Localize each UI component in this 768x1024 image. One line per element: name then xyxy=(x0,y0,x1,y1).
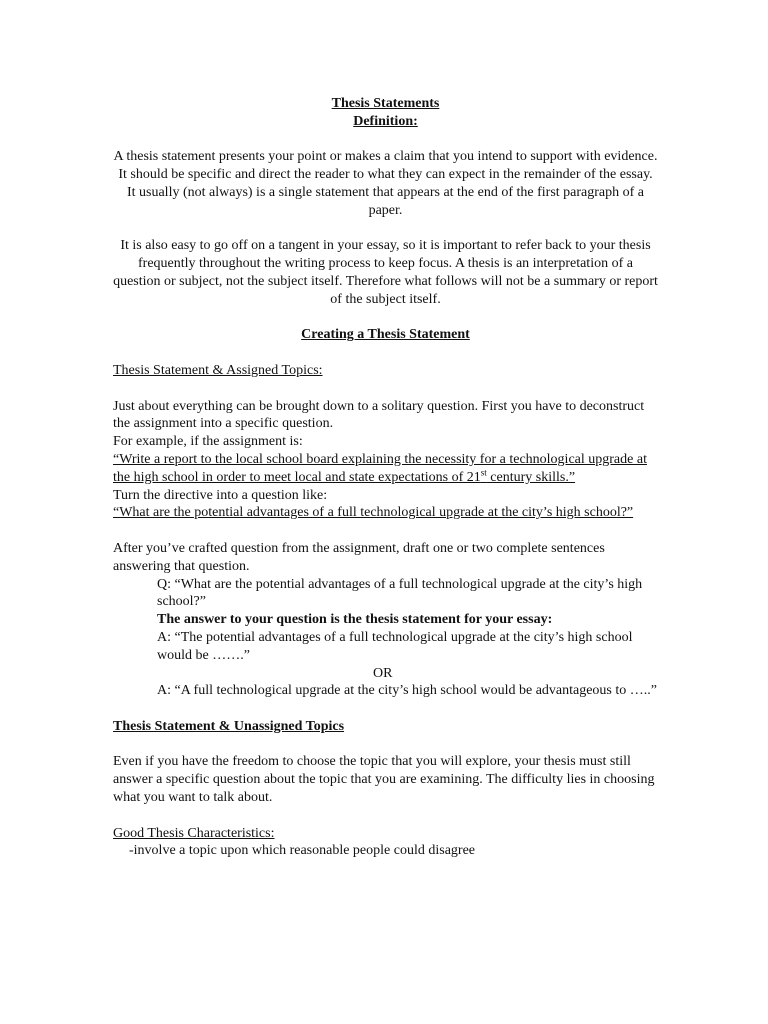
good-characteristic-item: -involve a topic upon which reasonable people could disagree xyxy=(129,843,475,859)
definition-paragraph-1: A thesis statement presents your point or makes a claim that you intend to support with evidence. It should be specific and direct the reader to what they can expect in the remainder of the essay. It usually (not always) is a single statement that appears at the end of the first paragraph of a paper. xyxy=(113,149,658,218)
definition-heading: Definition: xyxy=(353,113,418,129)
a-line-2: A: “A full technological upgrade at the city’s high school would be advantageous to …..” xyxy=(157,683,657,699)
question-quote: “What are the potential advantages of a full technological upgrade at the city’s high school?” xyxy=(113,505,634,521)
assigned-paragraph-1: Just about everything can be brought down to a solitary question. First you have to deconstruct the assignment into a specific question. xyxy=(113,398,645,432)
assigned-topics-heading: Thesis Statement & Assigned Topics: xyxy=(113,362,323,378)
unassigned-topics-heading: Thesis Statement & Unassigned Topics xyxy=(113,718,345,734)
a-line-1: A: “The potential advantages of a full technological upgrade at the city’s high school would be …….” xyxy=(157,629,633,663)
answer-statement: The answer to your question is the thesis statement for your essay: xyxy=(157,612,553,628)
or-separator: OR xyxy=(373,665,393,681)
example-quote xyxy=(113,451,658,487)
document-title: Thesis Statements xyxy=(331,96,440,111)
q-line: Q: “What are the potential advantages of a full technological upgrade at the city’s high school?” xyxy=(157,576,643,610)
example-quote-superscript: st xyxy=(480,467,487,478)
definition-paragraph-2: It is also easy to go off on a tangent in your essay, so it is important to refer back to your thesis frequently throughout the writing process to keep focus. A thesis is an interpretation of a question or subject, not the subject itself. Therefore what follows will not be a summary or report of the subject itself. xyxy=(113,238,658,307)
turn-directive: Turn the directive into a question like: xyxy=(113,487,328,503)
unassigned-paragraph-1: Even if you have the freedom to choose the topic that you will explore, your thesis must still answer a specific question about the topic that you are examining. The difficulty lies in choosing what you want to talk about. xyxy=(113,754,655,806)
example-intro: For example, if the assignment is: xyxy=(113,434,303,450)
creating-heading: Creating a Thesis Statement xyxy=(301,327,470,343)
example-quote-text: “Write a report to the local school board explaining the necessity for a technological upgrade at the high school in order to meet local and state expectations of 21 xyxy=(113,451,647,485)
good-characteristics-heading: Good Thesis Characteristics: xyxy=(113,825,275,841)
after-crafted-paragraph: After you’ve crafted question from the assignment, draft one or two complete sentences answering that question. xyxy=(113,540,605,574)
example-quote-text-end: century skills.” xyxy=(486,469,576,485)
document-content xyxy=(113,95,658,860)
